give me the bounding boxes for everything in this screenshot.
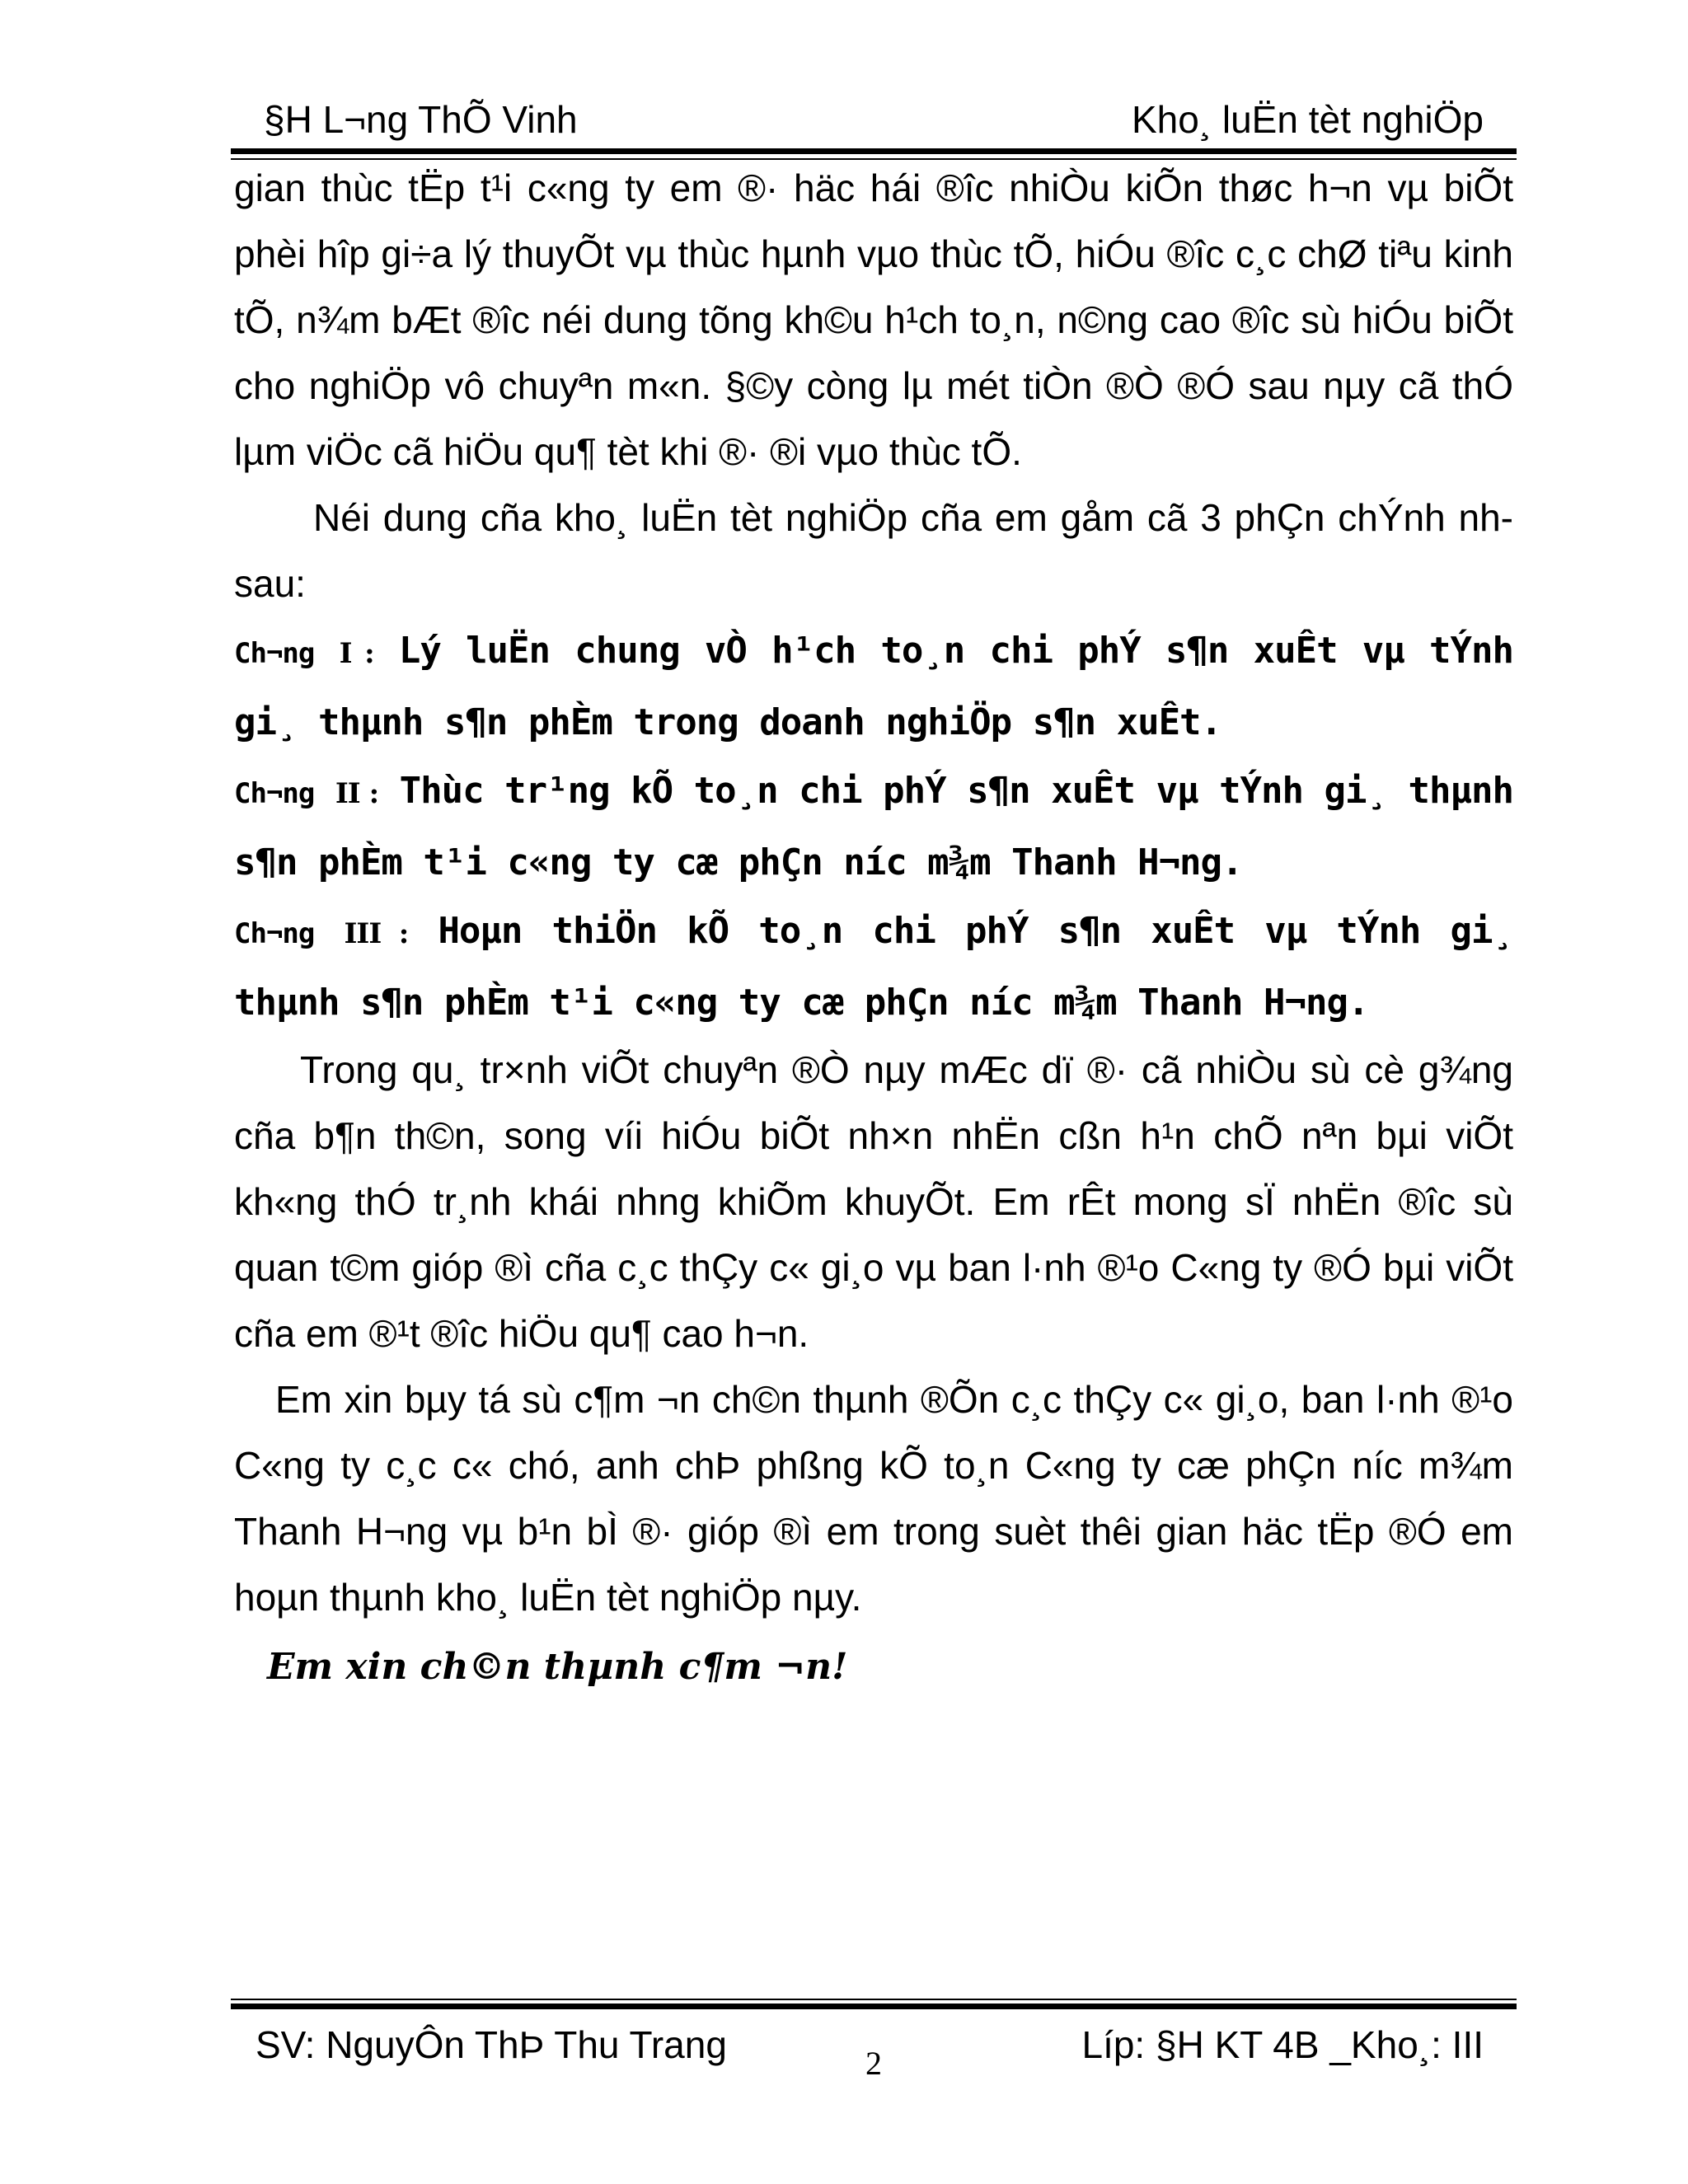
footer-rule-thin <box>231 1999 1517 2000</box>
chapter-3-number: III : <box>344 917 409 950</box>
chapter-2-title: Thùc tr¹ng kÕ to¸n chi phÝ s¶n xuÊt vµ tÝnh gi¸ thµnh s¶n phÈm t¹i c«ng ty cæ phÇn níc m¾m Thanh H¬ng. <box>234 770 1513 883</box>
page-body <box>234 155 1513 1704</box>
paragraph-1: gian thùc tËp t¹i c«ng ty em ®· häc hái ®îc nhiÒu kiÕn thøc h¬n vµ biÕt phèi hîp gi÷a lý thuyÕt vµ thùc hµnh vµo thùc tÕ, hiÓu ®îc c¸c chØ tiªu kinh tÕ, n¾m bÆt ®îc néi dung tõng kh©u h¹ch to¸n, n©ng cao ®îc sù hiÓu biÕt cho nghiÖp vô chuyªn m«n. §©y còng lµ mét tiÒn ®Ò ®Ó sau nµy cã thÓ lµm viÖc cã hiÖu qu¶ tèt khi ®· ®i vµo thùc tÕ. <box>234 166 1513 473</box>
header-author: §H L¬ng ThÕ Vinh <box>264 98 578 141</box>
chapter-1-number: I : <box>339 637 374 670</box>
chapter-2 <box>234 757 1513 897</box>
chapter-3 <box>234 897 1513 1037</box>
chapter-3-title: Hoµn thiÖn kÕ to¸n chi phÝ s¶n xuÊt vµ tÝnh gi¸ thµnh s¶n phÈm t¹i c«ng ty cæ phÇn níc m¾m Thanh H¬ng. <box>234 910 1514 1024</box>
paragraph-3: Trong qu¸ tr×nh viÕt chuyªn ®Ò nµy mÆc dï ®· cã nhiÒu sù cè g¾ng cña b¶n th©n, song víi hiÓu biÕt nh×n nhËn cßn h¹n chÕ nªn bµi viÕt kh«ng thÓ tr¸nh khái nhng khiÕm khuyÕt. Em rÊt mong sÏ nhËn ®îc sù quan t©m gióp ®ì cña c¸c thÇy c« gi¸o vµ ban l·nh ®¹o C«ng ty ®Ó bµi viÕt cña em ®¹t ®îc hiÖu qu¶ cao h¬n. <box>234 1048 1513 1355</box>
page-footer <box>231 2009 1517 2092</box>
header-rule-thick <box>231 148 1517 154</box>
page-number: 2 <box>865 2045 882 2082</box>
chapter-3-label: Ch¬ng <box>234 917 315 950</box>
footer-rule-thick <box>231 2004 1517 2009</box>
thanks-line: Em xin ch©n thµnh c¶m ¬n! <box>267 1646 848 1688</box>
footer-class: Líp: §H KT 4B _Kho¸: III <box>1081 2023 1484 2066</box>
page-header <box>231 97 1517 147</box>
footer-student: SV: NguyÔn ThÞ Thu Trang <box>256 2023 727 2066</box>
chapter-1 <box>234 616 1513 757</box>
chapter-1-label: Ch¬ng <box>234 637 315 670</box>
chapter-2-number: II : <box>335 777 379 810</box>
header-doc-type: Kho¸ luËn tèt nghiÖp <box>1131 98 1484 141</box>
chapter-1-title: Lý luËn chung vÒ h¹ch to¸n chi phÝ s¶n xuÊt vµ tÝnh gi¸ thµnh s¶n phÈm trong doanh nghiÖp s¶n xuÊt. <box>234 630 1513 743</box>
chapter-2-label: Ch¬ng <box>234 777 315 810</box>
paragraph-4: Em xin bµy tá sù c¶m ¬n ch©n thµnh ®Õn c¸c thÇy c« gi¸o, ban l·nh ®¹o C«ng ty c¸c c« chó, anh chÞ phßng kÕ to¸n C«ng ty cæ phÇn níc m¾m Thanh H¬ng vµ b¹n bÌ ®· gióp ®ì em trong suèt thêi gian häc tËp ®Ó em hoµn thµnh kho¸ luËn tèt nghiÖp nµy. <box>234 1378 1513 1619</box>
paragraph-2: Néi dung cña kho¸ luËn tèt nghiÖp cña em gåm cã 3 phÇn chÝnh nh sau: <box>234 496 1513 605</box>
